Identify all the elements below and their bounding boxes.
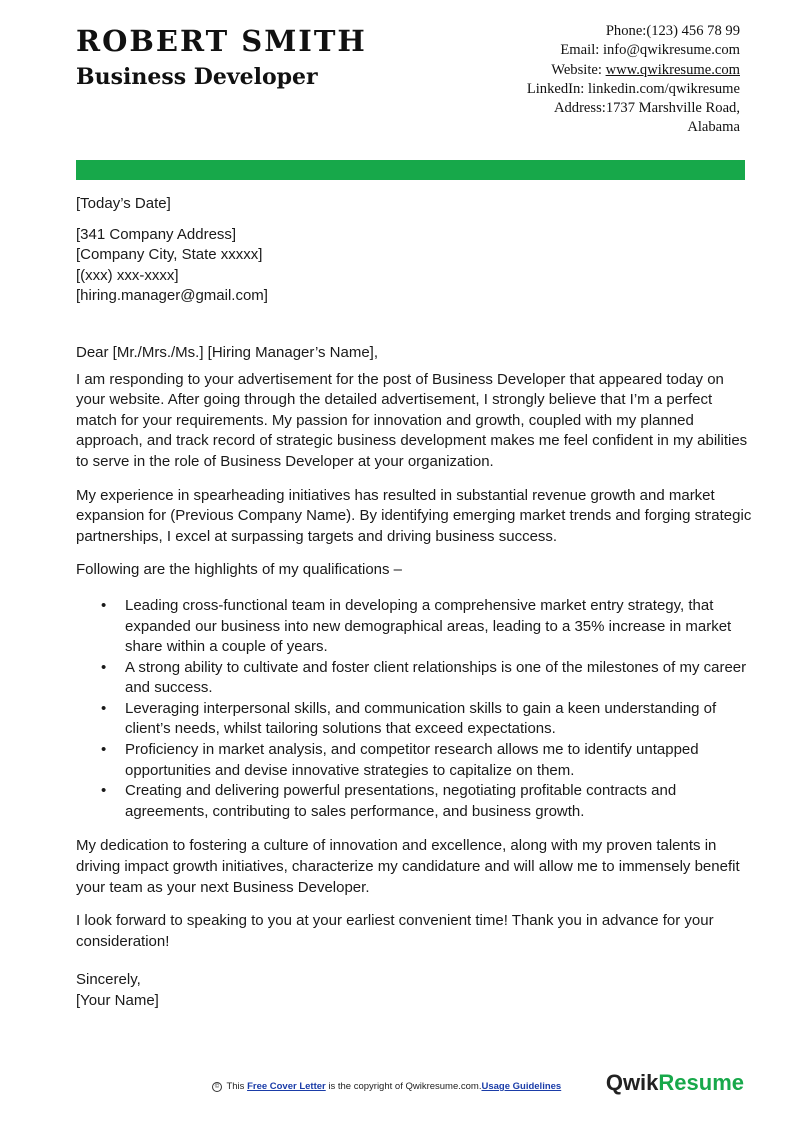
usage-guidelines-link[interactable]: Usage Guidelines — [481, 1081, 562, 1092]
logo-text-qwik: Qwik — [605, 1070, 659, 1095]
paragraph-dedication: My dedication to fostering a culture of innovation and excellence, along with my proven talents in driving impact growth initiatives, characterize my candidature and will allow me to immensely benefit your team as your next Business Developer. — [76, 837, 740, 896]
logo-text-resume: Resume — [658, 1070, 744, 1095]
greeting: Dear [Mr./Mrs./Ms.] [Hiring Manager’s Name], — [76, 343, 379, 361]
address-line: [hiring.manager@gmail.com] — [76, 287, 268, 305]
highlights-list — [76, 596, 756, 823]
closing-salutation: Sincerely, — [76, 971, 141, 989]
copyright-icon: © — [212, 1082, 222, 1092]
contact-block — [380, 22, 740, 138]
contact-address-line1: Address:1737 Marshville Road, — [553, 100, 740, 117]
contact-email: Email: info@qwikresume.com — [560, 42, 740, 59]
letter-date: [Today’s Date] — [76, 195, 171, 212]
address-line: [Company City, State xxxxx] — [76, 246, 263, 264]
footer-prefix: This — [224, 1081, 248, 1092]
contact-phone: Phone:(123) 456 78 99 — [605, 23, 740, 39]
qwikresume-logo[interactable] — [606, 1070, 744, 1096]
address-line: [(xxx) xxx-xxxx] — [76, 266, 179, 284]
letter-body — [76, 194, 756, 1012]
paragraph-intro: I am responding to your advertisement for the post of Business Developer that appeared today on your website. After going through the detailed advertisement, I strongly believe that I’m a perfect match for your requirements. My passion for innovation and growth, coupled with my planned approach, and track record of strategic business development makes me feel confident in my abilities to serve in the role of Business Developer at your organization. — [76, 370, 748, 470]
list-item: • Leading cross-functional team in developing a comprehensive market entry strategy, that expanded our business into new demographical areas, leading to a 35% increase in market share within a couple of years. — [125, 596, 756, 658]
accent-divider — [76, 160, 745, 180]
list-item: • Proficiency in market analysis, and competitor research allows me to identify untapped opportunities and devise innovative strategies to capitalize on them. — [125, 740, 756, 781]
job-title: Business Developer — [76, 64, 318, 90]
free-cover-letter-link[interactable]: Free Cover Letter — [247, 1081, 326, 1092]
address-line: [341 Company Address] — [76, 225, 237, 243]
recipient-address — [76, 225, 756, 307]
applicant-name: ROBERT SMITH — [76, 24, 367, 58]
list-item: • Creating and delivering powerful presentations, negotiating profitable contracts and agreements, contributing to sales performance, and business growth. — [125, 781, 756, 822]
website-label: Website: — [551, 61, 606, 78]
contact-linkedin: LinkedIn: linkedin.com/qwikresume — [526, 80, 740, 97]
contact-website — [380, 61, 740, 80]
copyright-note — [212, 1081, 561, 1092]
signature-name: [Your Name] — [76, 992, 159, 1009]
contact-address-line2: Alabama — [687, 119, 740, 136]
footer — [0, 1070, 800, 1098]
paragraph-experience: My experience in spearheading initiatives has resulted in substantial revenue growth and market expansion for (Previous Company Name). By identifying emerging market trends and forging strategic partnerships, I excel at surpassing targets and driving business success. — [76, 486, 752, 545]
list-item: • Leveraging interpersonal skills, and communication skills to gain a keen understanding of client’s needs, whilst tailoring solutions that exceed expectations. — [125, 699, 756, 740]
footer-middle: is the copyright of Qwikresume.com. — [325, 1081, 482, 1092]
highlights-intro: Following are the highlights of my qualifications – — [76, 561, 403, 579]
website-link[interactable]: www.qwikresume.com — [605, 61, 740, 78]
list-item: • A strong ability to cultivate and foster client relationships is one of the milestones of my career and success. — [125, 658, 756, 699]
paragraph-closing-remark: I look forward to speaking to you at your earliest convenient time! Thank you in advance for your consideration! — [76, 912, 714, 950]
